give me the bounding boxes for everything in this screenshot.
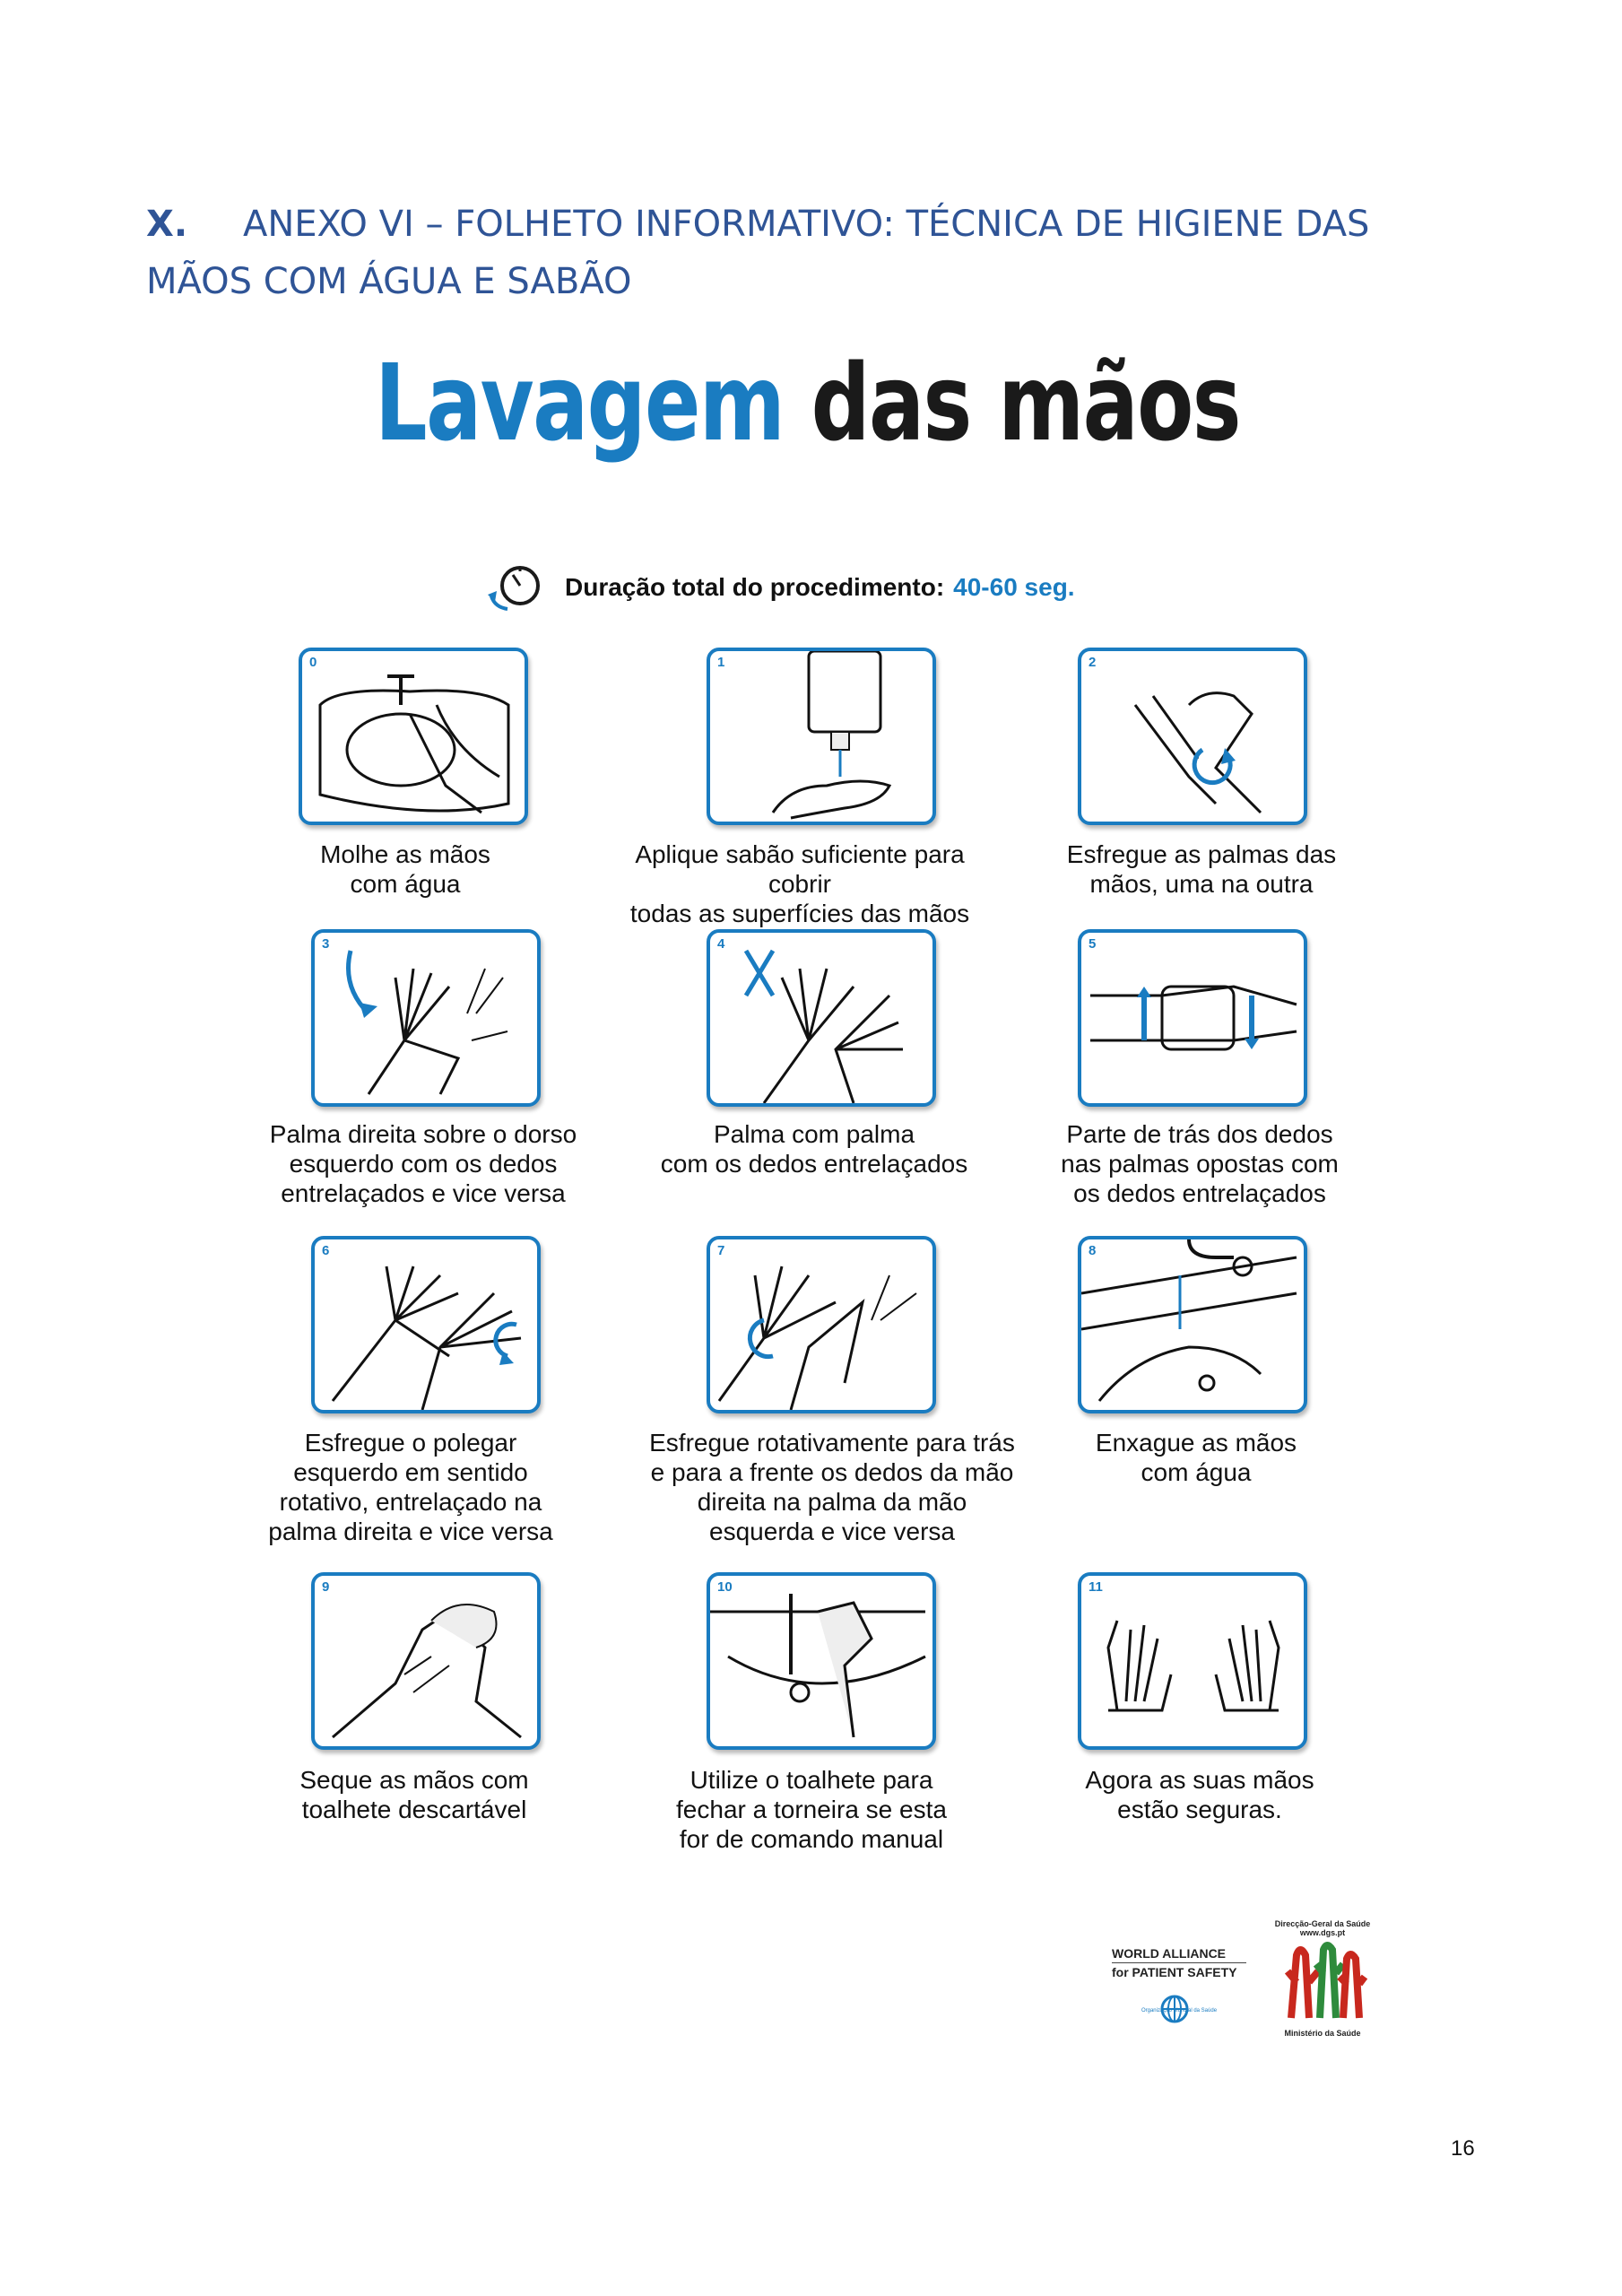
dgs-url: www.dgs.pt — [1299, 1928, 1346, 1937]
step-illustration-0 — [299, 648, 528, 825]
step-illustration-1 — [707, 648, 936, 825]
caption-line: esquerdo com os dedos — [289, 1150, 558, 1178]
dgs-top: Direcção-Geral da Saúde — [1274, 1919, 1371, 1928]
poster-title-dark: das mãos — [811, 341, 1241, 465]
step-illustration-7 — [707, 1236, 936, 1413]
caption-line: e para a frente os dedos da mão — [650, 1458, 1014, 1486]
step-number: 1 — [717, 655, 725, 670]
who-logo — [1112, 1946, 1246, 2013]
who-org: Organização Mundial da Saúde — [1141, 2008, 1218, 2013]
palm-over-dorsum-icon — [315, 933, 537, 1103]
step-caption-5 — [1011, 1119, 1388, 1208]
step-number: 2 — [1089, 655, 1097, 670]
caption-line: direita na palma da mão — [697, 1488, 967, 1516]
step-caption-8 — [1008, 1428, 1384, 1487]
step-number: 3 — [322, 936, 330, 952]
stopwatch-icon — [484, 561, 547, 614]
caption-line: os dedos entrelaçados — [1073, 1179, 1326, 1207]
caption-line: for de comando manual — [679, 1825, 944, 1853]
dgs-logo — [1264, 1919, 1381, 2038]
soap-dispenser-icon — [710, 651, 932, 822]
caption-line: Palma com palma — [713, 1120, 915, 1148]
section-number: X. — [146, 204, 188, 245]
poster-title-blue: Lavagem — [375, 341, 785, 465]
step-illustration-4 — [707, 929, 936, 1107]
backs-of-fingers-icon — [1081, 933, 1304, 1103]
caption-line: Molhe as mãos — [320, 840, 490, 868]
caption-line: estão seguras. — [1117, 1796, 1282, 1823]
heading-line-1: ANEXO VI – FOLHETO INFORMATIVO: TÉCNICA DE HIGIENE DAS — [243, 204, 1370, 245]
caption-line: Esfregue rotativamente para trás — [649, 1429, 1015, 1457]
caption-line: Enxague as mãos — [1095, 1429, 1297, 1457]
caption-line: Palma direita sobre o dorso — [269, 1120, 577, 1148]
step-number: 7 — [717, 1243, 725, 1258]
step-caption-10 — [623, 1765, 1000, 1854]
dgs-bottom: Ministério da Saúde — [1284, 2029, 1361, 2038]
step-caption-11 — [1011, 1765, 1388, 1824]
annex-heading — [146, 196, 1437, 310]
step-number: 6 — [322, 1243, 330, 1258]
dgs-emblem-icon — [1264, 1937, 1381, 2027]
fingertips-rotate-icon — [710, 1239, 932, 1410]
step-illustration-10 — [707, 1572, 936, 1750]
caption-line: Aplique sabão suficiente para cobrir — [635, 840, 965, 898]
rotate-thumb-icon — [315, 1239, 537, 1410]
close-tap-icon — [710, 1576, 932, 1746]
step-number: 9 — [322, 1579, 330, 1595]
step-caption-2 — [1013, 839, 1390, 899]
caption-line: Agora as suas mãos — [1085, 1766, 1314, 1794]
caption-line: esquerdo em sentido — [293, 1458, 528, 1486]
step-illustration-9 — [311, 1572, 541, 1750]
wet-hands-icon — [302, 651, 525, 822]
step-illustration-11 — [1078, 1572, 1307, 1750]
caption-line: mãos, uma na outra — [1089, 870, 1314, 898]
step-caption-0 — [217, 839, 594, 899]
caption-line: Seque as mãos com — [299, 1766, 529, 1794]
step-illustration-5 — [1078, 929, 1307, 1107]
caption-line: Esfregue o polegar — [304, 1429, 517, 1457]
step-number: 0 — [309, 655, 317, 670]
caption-line: com água — [1141, 1458, 1252, 1486]
duration-line — [484, 556, 1075, 619]
globe-icon — [1112, 1993, 1246, 2027]
caption-line: nas palmas opostas com — [1061, 1150, 1339, 1178]
dry-hands-icon — [315, 1576, 537, 1746]
step-caption-6 — [222, 1428, 599, 1546]
duration-value: 40-60 seg. — [953, 573, 1075, 601]
palm-to-palm-icon — [710, 933, 932, 1103]
caption-line: fechar a torneira se esta — [676, 1796, 947, 1823]
step-number: 11 — [1089, 1579, 1103, 1595]
step-number: 8 — [1089, 1243, 1097, 1258]
caption-line: entrelaçados e vice versa — [281, 1179, 566, 1207]
caption-line: todas as superfícies das mãos — [629, 900, 970, 927]
logos-area — [1112, 1910, 1381, 2045]
caption-line: Utilize o toalhete para — [690, 1766, 933, 1794]
caption-line: palma direita e vice versa — [268, 1518, 553, 1545]
safe-hands-icon — [1081, 1576, 1304, 1746]
caption-line: rotativo, entrelaçado na — [279, 1488, 542, 1516]
heading-line-2: MÃOS COM ÁGUA E SABÃO — [146, 261, 632, 302]
step-caption-4 — [626, 1119, 1002, 1178]
step-illustration-2 — [1078, 648, 1307, 825]
caption-line: Parte de trás dos dedos — [1066, 1120, 1333, 1148]
caption-line: esquerda e vice versa — [709, 1518, 955, 1545]
rub-palms-icon — [1081, 651, 1304, 822]
who-line-1: WORLD ALLIANCE — [1112, 1946, 1246, 1963]
caption-line: com água — [350, 870, 461, 898]
caption-line: Esfregue as palmas das — [1066, 840, 1337, 868]
step-number: 10 — [717, 1579, 733, 1595]
caption-line: toalhete descartável — [301, 1796, 527, 1823]
step-illustration-8 — [1078, 1236, 1307, 1413]
poster-title — [175, 341, 1440, 465]
step-caption-1 — [612, 839, 988, 928]
step-illustration-6 — [311, 1236, 541, 1413]
step-illustration-3 — [311, 929, 541, 1107]
step-caption-3 — [235, 1119, 612, 1208]
step-caption-9 — [226, 1765, 603, 1824]
step-caption-7 — [644, 1428, 1020, 1546]
who-line-2: for PATIENT SAFETY — [1112, 1965, 1237, 1979]
duration-label: Duração total do procedimento: — [565, 573, 945, 601]
caption-line: com os dedos entrelaçados — [660, 1150, 968, 1178]
step-number: 4 — [717, 936, 725, 952]
step-number: 5 — [1089, 936, 1097, 952]
rinse-hands-icon — [1081, 1239, 1304, 1410]
page-number: 16 — [1451, 2136, 1475, 2161]
